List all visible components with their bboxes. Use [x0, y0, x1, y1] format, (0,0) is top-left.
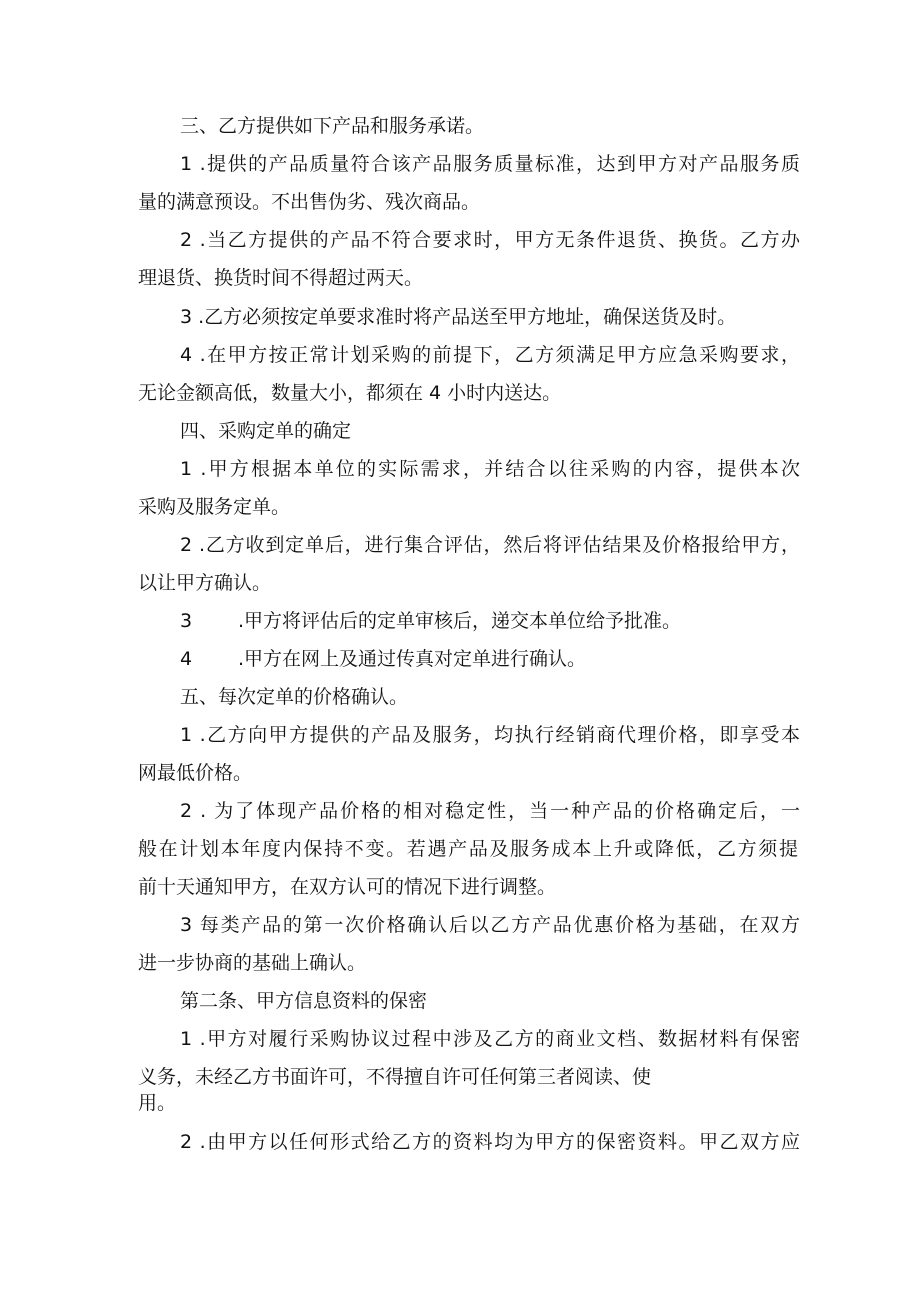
paragraph-line: 2 . 为了体现产品价格的相对稳定性，当一种产品的价格确定后，一 [180, 800, 800, 822]
paragraph-line: 般在计划本年度内保持不变。若遇产品及服务成本上升或降低，乙方须提 [138, 838, 798, 860]
paragraph-line: 用。 [138, 1092, 177, 1114]
article-heading-2: 第二条、甲方信息资料的保密 [180, 990, 428, 1012]
paragraph-line: 4 .在甲方按正常计划采购的前提下，乙方须满足甲方应急采购要求， [180, 344, 800, 366]
paragraph-line: 量的满意预设。不出售伪劣、残次商品。 [138, 191, 481, 213]
paragraph-line: 3 .乙方必须按定单要求准时将产品送至甲方地址，确保送货及时。 [180, 306, 737, 328]
section-heading-5: 五、每次定单的价格确认。 [180, 686, 409, 708]
paragraph-line-numbered [180, 647, 800, 671]
paragraph-line: 1 .甲方对履行采购协议过程中涉及乙方的商业文档、数据材料有保密 [180, 1028, 800, 1050]
section-heading-3: 三、乙方提供如下产品和服务承诺。 [180, 115, 485, 137]
paragraph-line: 2 .由甲方以任何形式给乙方的资料均为甲方的保密资料。甲乙双方应 [180, 1131, 800, 1153]
paragraph-line: 前十天通知甲方，在双方认可的情况下进行调整。 [138, 876, 557, 898]
paragraph-line: 以让甲方确认。 [138, 572, 272, 594]
item-number: 4 [180, 648, 193, 670]
paragraph-line: 义务，未经乙方书面许可，不得擅自许可任何第三者阅读、使 [138, 1066, 652, 1088]
paragraph-line: 理退货、换货时间不得超过两天。 [138, 267, 424, 289]
item-text: .甲方在网上及通过传真对定单进行确认。 [238, 648, 587, 670]
paragraph-line: 进一步协商的基础上确认。 [138, 952, 367, 974]
item-text: .甲方将评估后的定单审核后，递交本单位给予批准。 [238, 610, 682, 632]
item-number: 3 [180, 610, 193, 632]
paragraph-line: 1 .乙方向甲方提供的产品及服务，均执行经销商代理价格，即享受本 [180, 724, 800, 746]
paragraph-line: 采购及服务定单。 [138, 496, 291, 518]
paragraph-line: 网最低价格。 [138, 762, 253, 784]
section-heading-4: 四、采购定单的确定 [180, 420, 352, 442]
paragraph-line: 2 .乙方收到定单后，进行集合评估，然后将评估结果及价格报给甲方， [180, 534, 800, 556]
paragraph-line: 2 .当乙方提供的产品不符合要求时，甲方无条件退货、换货。乙方办 [180, 229, 800, 251]
paragraph-line: 1 .提供的产品质量符合该产品服务质量标准，达到甲方对产品服务质 [180, 153, 800, 175]
paragraph-line: 3 每类产品的第一次价格确认后以乙方产品优惠价格为基础，在双方 [180, 914, 800, 936]
paragraph-line-numbered [180, 609, 800, 633]
paragraph-line: 无论金额高低，数量大小，都须在 4 小时内送达。 [138, 382, 562, 404]
paragraph-line: 1 .甲方根据本单位的实际需求，并结合以往采购的内容，提供本次 [180, 458, 800, 480]
